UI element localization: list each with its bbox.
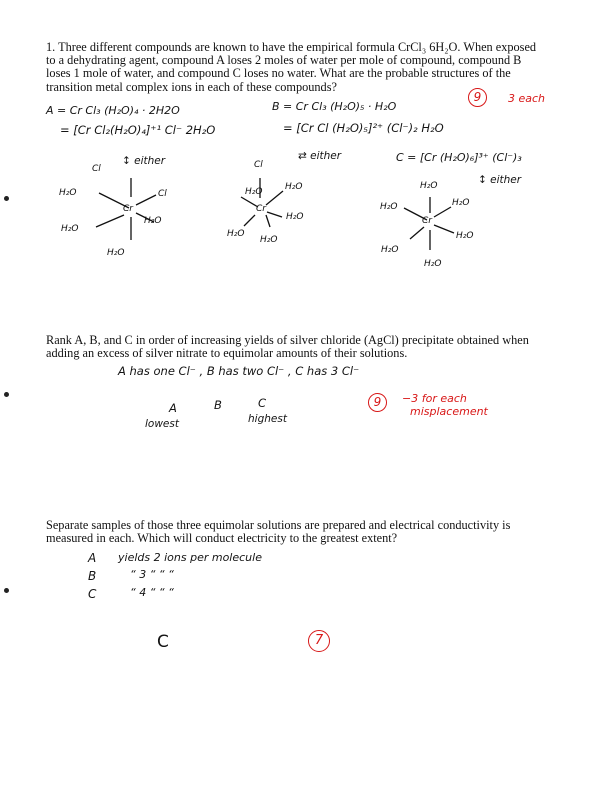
- answer-c-either-note: ↕ either: [478, 174, 522, 186]
- answer-a-ion: = [Cr Cl₂(H₂O)₄]⁺¹ Cl⁻ 2H₂O: [60, 123, 216, 137]
- answer-c-formula: C = [Cr (H₂O)₆]³⁺ (Cl⁻)₃: [396, 151, 522, 164]
- question-3-score: 7: [308, 630, 330, 652]
- answer-a-either-note: ↕ either: [122, 155, 166, 167]
- question-3-row-a-label: A: [88, 551, 97, 565]
- structure-b-upper-left-ligand: H₂O: [245, 187, 263, 197]
- structure-a-diagram: [56, 155, 186, 265]
- question-3-row-b-text: “ 3 “ “ “: [130, 568, 174, 581]
- question-3-row-c-text: “ 4 “ “ “: [130, 586, 174, 599]
- answer-b-ion: = [Cr Cl (H₂O)₅]²⁺ (Cl⁻)₂ H₂O: [283, 121, 444, 135]
- structure-c-upper-right-ligand: H₂O: [452, 198, 470, 208]
- structure-a-bottom-ligand: H₂O: [107, 248, 125, 258]
- question-2-score: 9: [368, 393, 387, 412]
- rank-second-label: B: [214, 398, 222, 412]
- question-2-text: Rank A, B, and C in order of increasing yields of silver chloride (AgCl) precipitate obtained when adding an excess of silver nitrate to equimolar amounts of their solutions.: [46, 333, 529, 361]
- structure-b-metal: Cr: [256, 204, 266, 214]
- structure-b-bottom-left-ligand: H₂O: [227, 229, 245, 239]
- binder-hole-top: [4, 196, 9, 201]
- rank-lowest-label: lowest: [145, 418, 179, 430]
- answer-a-formula: A = Cr Cl₃ (H₂O)₄ · 2H2O: [46, 104, 180, 117]
- answer-b-either-note: ⇄ either: [298, 150, 342, 162]
- structure-b-upper-right-ligand: H₂O: [285, 182, 303, 192]
- structure-a-lower-right-ligand: H₂O: [144, 216, 162, 226]
- question-3-row-c-label: C: [88, 587, 97, 601]
- question-3-text: Separate samples of those three equimolar solutions are prepared and electrical conductivity is measured in each. Which will conduct electricity to the greatest extent?: [46, 518, 511, 546]
- structure-c-top-ligand: H₂O: [420, 181, 438, 191]
- question-1-score: 9: [468, 88, 487, 107]
- answer-b-formula: B = Cr Cl₃ (H₂O)₅ · H₂O: [272, 100, 397, 113]
- rank-first-label: A: [169, 401, 177, 415]
- structure-a-metal: Cr: [123, 204, 133, 214]
- question-2-score-note-line2: misplacement: [410, 405, 488, 418]
- question-3-row-a-text: yields 2 ions per molecule: [118, 551, 262, 564]
- structure-c-metal: Cr: [422, 216, 432, 226]
- binder-hole-middle: [4, 392, 9, 397]
- question-1-score-note: 3 each: [508, 92, 546, 105]
- structure-b-top-ligand: Cl: [254, 160, 263, 170]
- question-3-row-b-label: B: [88, 569, 97, 583]
- structure-a-lower-left-ligand: H₂O: [61, 224, 79, 234]
- structure-c-diagram: [376, 175, 506, 275]
- question-2-score-note-line1: −3 for each: [402, 392, 467, 405]
- structure-c-lower-left-ligand: H₂O: [381, 245, 399, 255]
- rank-highest-label: highest: [248, 413, 287, 425]
- structure-a-upper-left-ligand: H₂O: [59, 188, 77, 198]
- structure-c-lower-right-ligand: H₂O: [456, 231, 474, 241]
- rank-third-label: C: [258, 396, 267, 410]
- structure-b-diagram: [200, 155, 330, 265]
- binder-hole-bottom: [4, 588, 9, 593]
- question-3-answer: C: [157, 632, 169, 652]
- structure-b-lower-right-ligand: H₂O: [286, 212, 304, 222]
- structure-a-top-ligand: Cl: [92, 164, 101, 174]
- structure-c-upper-left-ligand: H₂O: [380, 202, 398, 212]
- question-2-answer-line: A has one Cl⁻ , B has two Cl⁻ , C has 3 Cl⁻: [118, 364, 360, 378]
- structure-b-bottom-right-ligand: H₂O: [260, 235, 278, 245]
- structure-a-upper-right-ligand: Cl: [158, 189, 167, 199]
- question-1-text: 1. Three different compounds are known to have the empirical formula CrCl₃ 6H₂O. When exposed to a dehydrating agent, compound A loses 2 moles of water per mole of compound, compound B loses 1 mole of water, and compound C loses no water. What are the probable structures of the transition metal complex ions in each of these compounds?: [46, 40, 537, 94]
- structure-c-bottom-ligand: H₂O: [424, 259, 442, 269]
